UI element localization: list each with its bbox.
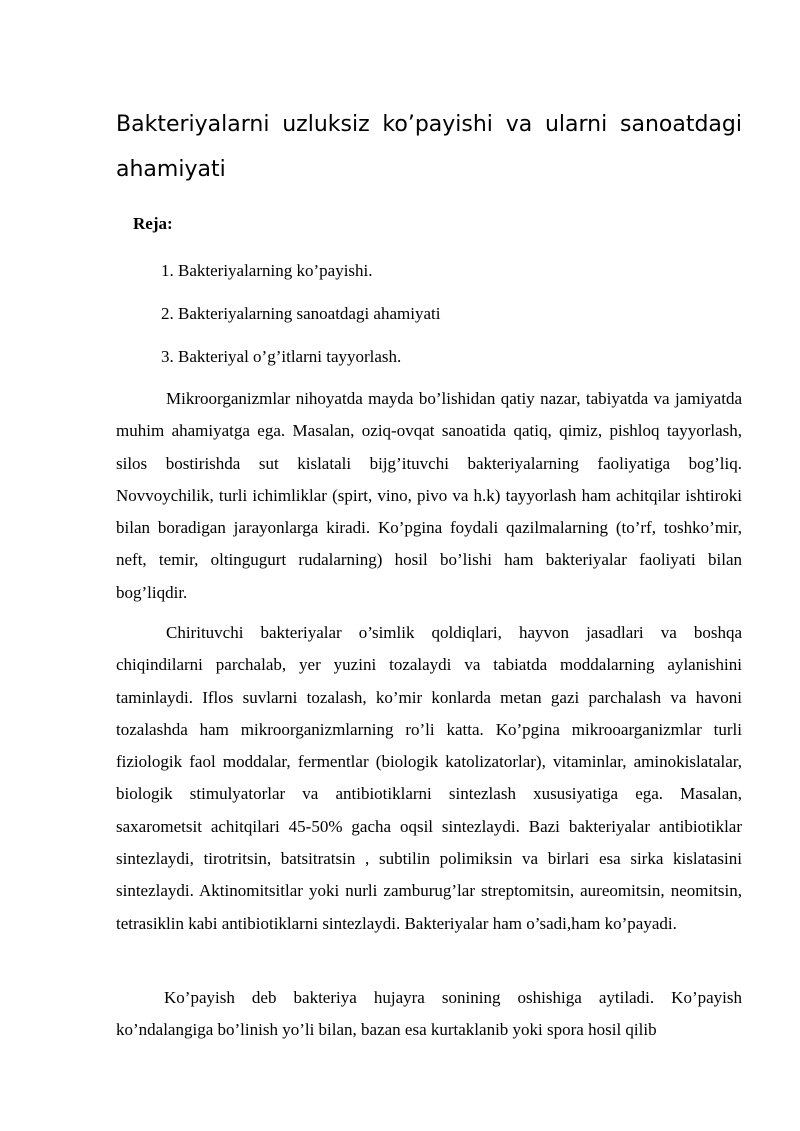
plan-item: 1. Bakteriyalarning ko’payishi. — [161, 261, 373, 280]
document-title: Bakteriyalarni uzluksiz ko’payishi va ularni sanoatdagi ahamiyati — [116, 112, 742, 182]
plan-list — [161, 258, 440, 387]
body-paragraph: Chirituvchi bakteriyalar o’simlik qoldiqlari, hayvon jasadlari va boshqa chiqindilarni parchalab, yer yuzini tozalaydi va tabiatda moddalarning aylanishini taminlaydi. Iflos suvlarni tozalash, ko’mir konlarda metan gazi parchalash va havoni tozalashda ham mikroorganizmlarning ro’li katta. Ko’pgina mikrooarganizmlar turli fiziologik faol moddalar, fermentlar (biologik katolizatorlar), vitaminlar, aminokislatalar, biologik stimulyatorlar va antibiotiklarni sintezlash xususiyatiga ega. Masalan, saxarometsit achitqilari 45-50% gacha oqsil sintezlaydi. Bazi bakteriyalar antibiotiklar sintezlaydi, tirotritsin, batsitratsin , subtilin polimiksin va birlari esa sirka kislatasini sintezlaydi. Aktinomitsitlar yoki nurli zamburug’lar streptomitsin, aureomitsin, neomitsin, tetrasiklin kabi antibiotiklarni sintezlaydi. Bakteriyalar ham o’sadi,ham ko’payadi. — [116, 623, 742, 933]
plan-item: 3. Bakteriyal o’g’itlarni tayyorlash. — [161, 347, 402, 366]
plan-item: 2. Bakteriyalarning sanoatdagi ahamiyati — [161, 304, 441, 323]
body-paragraph: Mikroorganizmlar nihoyatda mayda bo’lishidan qatiy nazar, tabiyatda va jamiyatda muhim ahamiyatga ega. Masalan, oziq-ovqat sanoatida qatiq, qimiz, pishloq tayyorlash, silos bostirishda sut kislatali bijg’ituvchi bakteriyalarning faoliyatiga bog’liq. Novvoychilik, turli ichimliklar (spirt, vino, pivo va h.k) tayyorlash ham achitqilar ishtiroki bilan boradigan jarayonlarga kiradi. Ko’pgina foydali qazilmalarning (to’rf, toshko’mir, neft, temir, oltingugurt rudalarning) hosil bo’lishi ham bakteriyalar faoliyati bilan bog’liqdir. — [116, 389, 742, 602]
plan-heading: Reja: — [133, 214, 173, 233]
body-paragraph: Ko’payish deb bakteriya hujayra sonining oshishiga aytiladi. Ko’payish ko’ndalangiga bo’linish yo’li bilan, bazan esa kurtaklanib yoki spora hosil qilib — [116, 988, 742, 1040]
